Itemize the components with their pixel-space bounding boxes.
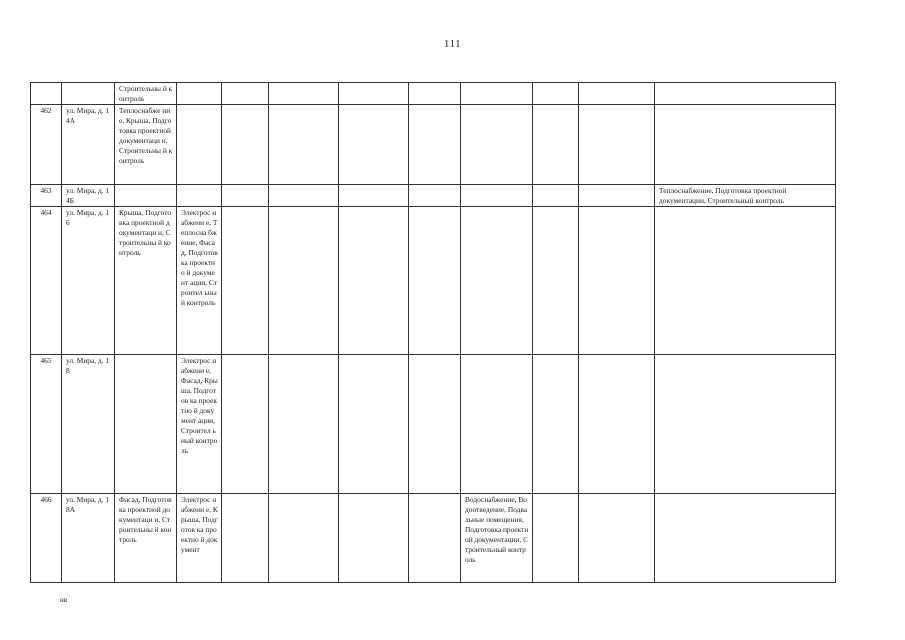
works-cell [533,494,579,583]
works-cell [533,83,579,105]
works-cell: Электрос набжени е, Теплосна бжение, Фасад, Подготов ка проектно й документ ации, Строител ьный контроль [177,207,222,355]
works-cell [269,494,339,583]
works-cell [269,207,339,355]
address-cell: ул. Мира, д. 14А [62,105,115,185]
works-cell [222,494,269,583]
row-number: 465 [31,355,62,494]
works-cell [339,494,409,583]
table-row [31,494,836,583]
works-cell [339,105,409,185]
works-cell [222,207,269,355]
address-cell [62,83,115,105]
table-row [31,105,836,185]
table-row [31,207,836,355]
works-cell [655,355,836,494]
works-cell [409,105,461,185]
works-cell [461,83,533,105]
works-cell [533,105,579,185]
works-cell: Теплоснабже ние, Крыша, Подготовка проектной документаци и, Строительны й контроль [115,105,177,185]
works-cell [339,83,409,105]
row-number [31,83,62,105]
works-cell [115,355,177,494]
works-cell [655,105,836,185]
works-cell [222,105,269,185]
works-cell [461,207,533,355]
table-row [31,355,836,494]
works-cell: Фасад, Подготовка проектной документаци и, Строительны й контроль [115,494,177,583]
row-number: 463 [31,185,62,207]
works-cell [461,185,533,207]
works-cell [269,105,339,185]
address-cell: ул. Мира, д. 18А [62,494,115,583]
works-cell [579,494,655,583]
address-cell: ул. Мира, д. 18 [62,355,115,494]
works-cell [579,185,655,207]
works-cell [409,494,461,583]
works-cell [533,185,579,207]
works-cell [655,494,836,583]
works-cell: Водоснабжение, Водоотведение, Подвальные помещения, Подготовка проектной документации, Строительный контроль [461,494,533,583]
address-cell: ул. Мира, д. 14Б [62,185,115,207]
works-cell [409,355,461,494]
row-number: 466 [31,494,62,583]
row-number: 464 [31,207,62,355]
page-number: 111 [443,38,462,50]
works-cell: Электрос набжени е, Фасад, Крыша, Подготов ка проектно й документ ации, Строител ьный контроль [177,355,222,494]
works-cell [409,83,461,105]
works-cell: Электрос набжени е, Крыша, Подготов ка проектно й документ [177,494,222,583]
works-cell [409,185,461,207]
works-cell [222,355,269,494]
works-cell [579,355,655,494]
row-number: 462 [31,105,62,185]
works-cell [222,185,269,207]
works-cell: Крыша, Подготовка проектной документаци и, Строительны й контроль [115,207,177,355]
repair-schedule-table [30,82,836,583]
table-row [31,185,836,207]
works-cell [579,207,655,355]
works-cell [339,207,409,355]
works-cell [269,83,339,105]
works-cell [533,355,579,494]
works-cell: Строительны й контроль [115,83,177,105]
works-cell: Теплоснабжение, Подготовка проектной документации, Строительный контроль [655,185,836,207]
works-cell [222,83,269,105]
works-cell [579,105,655,185]
table-row [31,83,836,105]
works-cell [655,83,836,105]
works-cell [339,355,409,494]
works-cell [177,105,222,185]
works-cell [533,207,579,355]
works-cell [409,207,461,355]
works-cell [177,83,222,105]
works-cell [339,185,409,207]
address-cell: ул. Мира, д. 16 [62,207,115,355]
works-cell [269,185,339,207]
works-cell [461,105,533,185]
works-cell [115,185,177,207]
footer-mark: нв [60,596,68,604]
works-cell [269,355,339,494]
works-cell [579,83,655,105]
works-cell [177,185,222,207]
works-cell [655,207,836,355]
works-cell [461,355,533,494]
